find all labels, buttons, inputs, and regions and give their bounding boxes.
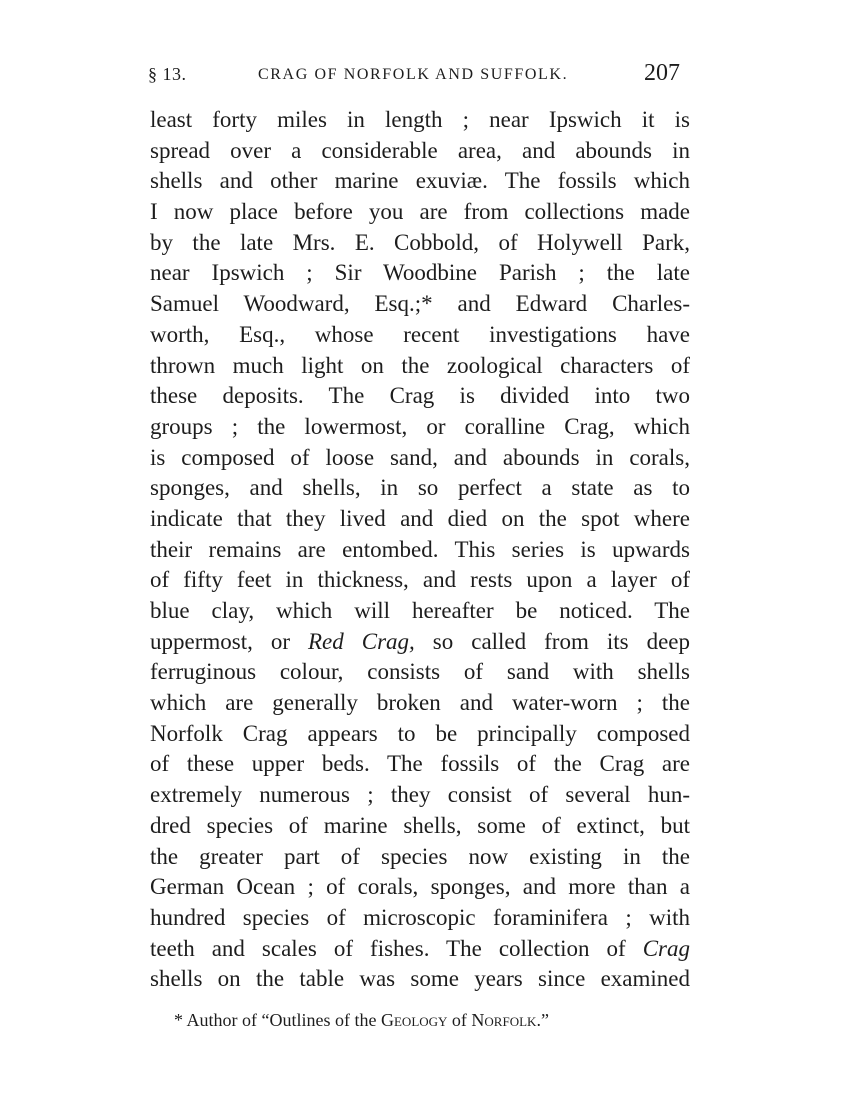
text-line: sponges, and shells, in so perfect a state as to bbox=[150, 475, 690, 501]
text-line: blue clay, which will hereafter be noticed. The bbox=[150, 598, 690, 623]
text-line: Samuel Woodward, Esq.;* and Edward Charles- bbox=[150, 291, 690, 317]
text-line: extremely numerous ; they consist of several hun- bbox=[150, 782, 690, 808]
text-line: groups ; the lowermost, or coralline Crag, which bbox=[150, 413, 690, 439]
text-line: German Ocean ; of corals, sponges, and more than a bbox=[150, 874, 690, 900]
page-header bbox=[148, 58, 686, 94]
text-line: dred species of marine shells, some of extinct, but bbox=[150, 812, 690, 838]
text-line: the greater part of species now existing in the bbox=[150, 843, 690, 869]
text-line bbox=[150, 934, 690, 965]
text-line: shells on the table was some years since examined bbox=[150, 966, 690, 992]
body-text bbox=[150, 105, 690, 995]
text-line: their remains are entombed. This series is upwards bbox=[150, 536, 690, 562]
text-line: by the late Mrs. E. Cobbold, of Holywell Park, bbox=[150, 229, 690, 255]
text-line: is composed of loose sand, and abounds in corals, bbox=[150, 444, 690, 470]
text-segment: uppermost, or bbox=[150, 628, 308, 654]
footnote-term-geology: Geology bbox=[380, 1010, 448, 1030]
italic-term: Red Crag, bbox=[308, 628, 415, 654]
running-title: CRAG OF NORFOLK AND SUFFOLK. bbox=[258, 66, 569, 83]
text-line: shells and other marine exuviæ. The fossils which bbox=[150, 168, 690, 194]
text-line: worth, Esq., whose recent investigations have bbox=[150, 321, 690, 347]
text-line: least forty miles in length ; near Ipswich it is bbox=[150, 107, 690, 132]
text-line: which are generally broken and water-worn ; the bbox=[150, 690, 690, 716]
text-line: near Ipswich ; Sir Woodbine Parish ; the late bbox=[150, 260, 690, 286]
text-line bbox=[150, 627, 690, 658]
italic-term: Crag bbox=[642, 935, 690, 961]
text-line: of these upper beds. The fossils of the Crag are bbox=[150, 751, 690, 777]
text-line: I now place before you are from collections made bbox=[150, 199, 690, 225]
text-line: of fifty feet in thickness, and rests upon a layer of bbox=[150, 567, 690, 593]
text-line: Norfolk Crag appears to be principally composed bbox=[150, 720, 690, 746]
footnote-marker: * bbox=[174, 1010, 183, 1030]
text-line: these deposits. The Crag is divided into two bbox=[150, 383, 690, 409]
page-number: 207 bbox=[644, 60, 680, 86]
footnote-suffix: .” bbox=[536, 1010, 549, 1030]
text-segment: teeth and scales of fishes. The collection of bbox=[150, 935, 643, 961]
footnote-middle: of bbox=[447, 1010, 472, 1030]
footnote-term-norfolk: Norfolk bbox=[471, 1010, 537, 1030]
footnote-prefix: Author of “Outlines of the bbox=[186, 1010, 381, 1030]
text-line: hundred species of microscopic foraminifera ; with bbox=[150, 904, 690, 930]
section-number: § 13. bbox=[148, 64, 187, 84]
text-line: ferruginous colour, consists of sand with shells bbox=[150, 659, 690, 685]
text-line: indicate that they lived and died on the spot where bbox=[150, 505, 690, 531]
text-segment: so called from its deep bbox=[414, 628, 690, 654]
text-line: thrown much light on the zoological characters of bbox=[150, 352, 690, 378]
footnote bbox=[174, 1010, 549, 1031]
text-line: spread over a considerable area, and abounds in bbox=[150, 137, 690, 163]
